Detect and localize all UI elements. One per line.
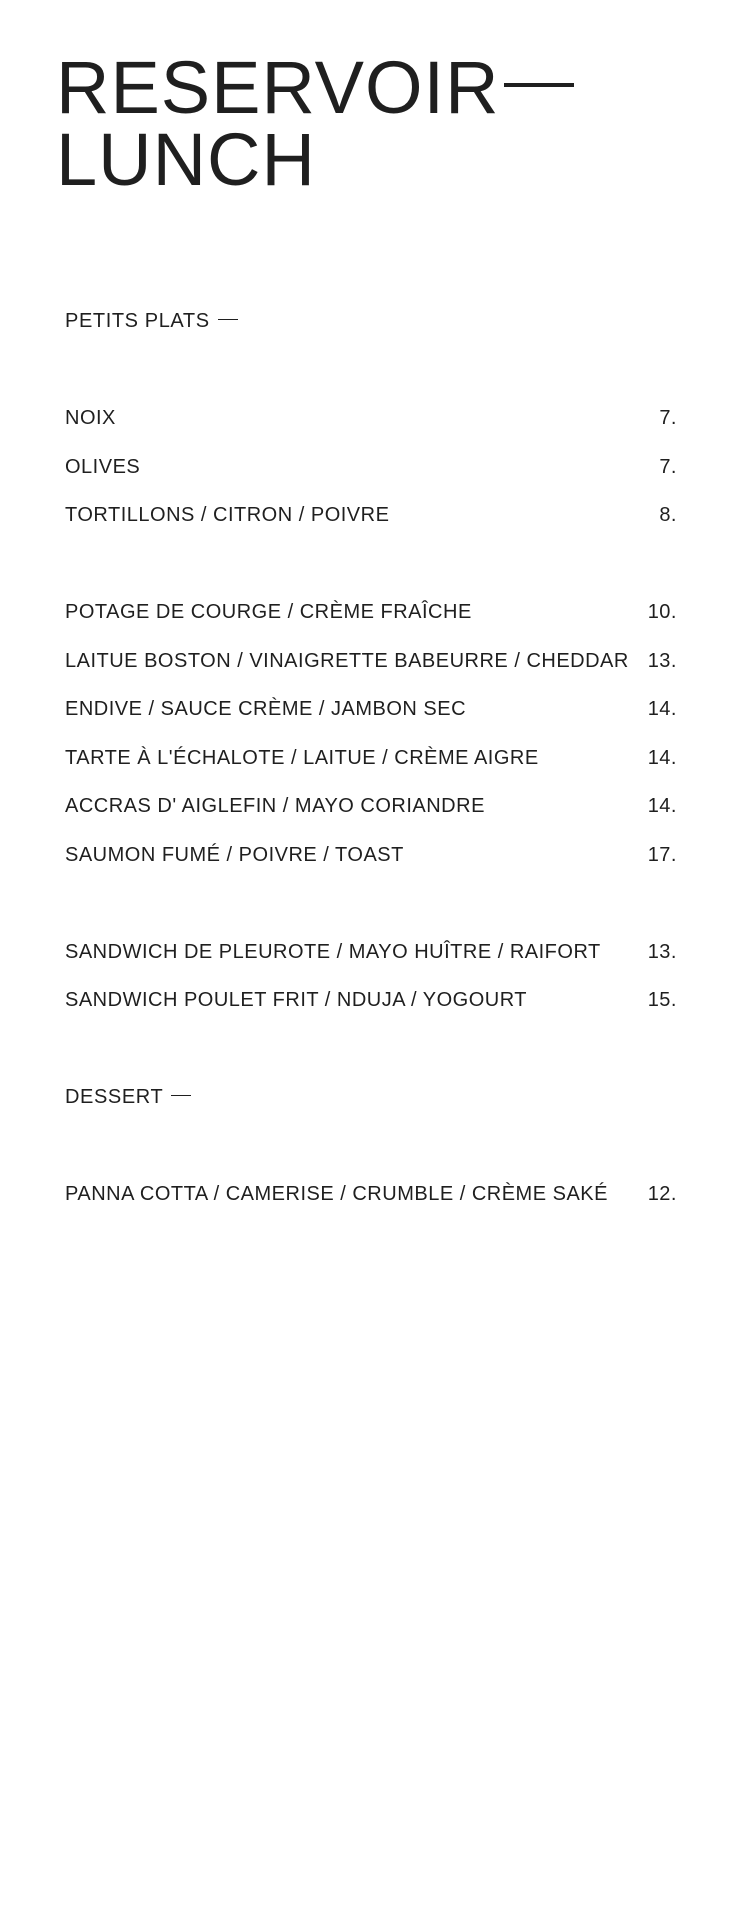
section-heading-label: DESSERT [65,1086,164,1108]
menu-item-price: 15. [647,989,677,1011]
menu-item [65,842,677,868]
menu-item-name: TARTE À L'ÉCHALOTE / LAITUE / CRÈME AIGRE [65,747,539,769]
menu-item-name: SANDWICH POULET FRIT / NDUJA / YOGOURT [65,989,528,1011]
menu-item [65,502,677,528]
section-heading-label: PETITS PLATS [65,310,210,332]
title-dash [504,83,574,87]
menu-item-price: 13. [647,941,677,963]
menu-item-name: ENDIVE / SAUCE CRÈME / JAMBON SEC [65,698,467,720]
menu-item-name: SANDWICH DE PLEUROTE / MAYO HUÎTRE / RAIFORT [65,941,601,963]
menu-title [56,46,574,201]
menu-item [65,793,677,819]
menu-item [65,599,677,625]
menu-item-price: 7. [659,407,677,429]
heading-dash [218,319,238,320]
menu-item-price: 10. [647,601,677,623]
menu-item-price: 14. [647,795,677,817]
menu-item-name: TORTILLONS / CITRON / POIVRE [65,504,390,526]
menu-title-line-1 [56,46,574,129]
menu-item-name: OLIVES [65,456,141,478]
menu-item-name: NOIX [65,407,116,429]
menu-item [65,1181,677,1207]
menu-item [65,939,677,965]
menu-title-line-2: LUNCH [56,118,316,201]
menu-item [65,696,677,722]
heading-dash [171,1095,191,1096]
menu-item-price: 14. [647,747,677,769]
menu-item-name: POTAGE DE COURGE / CRÈME FRAÎCHE [65,601,472,623]
menu-title-restaurant: RESERVOIR [56,46,500,129]
menu-item-price: 8. [659,504,677,526]
menu-item [65,405,677,431]
menu-item-price: 14. [647,698,677,720]
section-heading-dessert [65,1085,191,1109]
menu-item-price: 12. [647,1183,677,1205]
menu-item [65,648,677,674]
menu-item [65,454,677,480]
menu-item-price: 13. [647,650,677,672]
menu-item [65,987,677,1013]
menu-item-price: 7. [659,456,677,478]
menu-item-price: 17. [647,844,677,866]
menu-item-name: PANNA COTTA / CAMERISE / CRUMBLE / CRÈME SAKÉ [65,1183,608,1205]
section-heading-petits-plats [65,309,238,333]
menu-item-name: SAUMON FUMÉ / POIVRE / TOAST [65,844,404,866]
menu-item-name: LAITUE BOSTON / VINAIGRETTE BABEURRE / CHEDDAR [65,650,629,672]
menu-item [65,745,677,771]
menu-item-name: ACCRAS D' AIGLEFIN / MAYO CORIANDRE [65,795,485,817]
